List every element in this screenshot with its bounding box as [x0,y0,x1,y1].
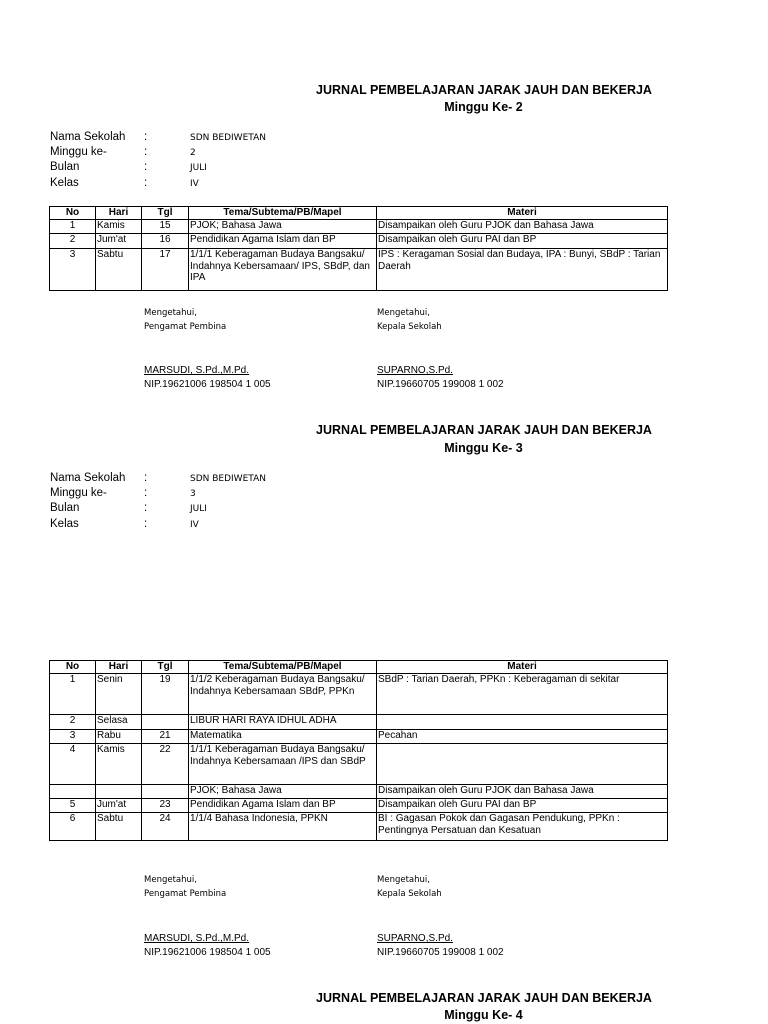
header-hari: Hari [96,661,142,674]
sig-left-line2: Pengamat Pembina [144,322,227,332]
sig-left-block-2 [144,873,226,901]
sig-right-line2: Kepala Sekolah [377,889,442,899]
table-row: 3 Rabu 21 Matematika Pecahan [50,730,668,744]
header-materi: Materi [377,207,668,220]
table-row: 4 Kamis 22 1/1/1 Keberagaman Budaya Bangsaku/ Indahnya Kebersamaan /IPS dan SBdP [50,744,668,785]
table-row: 2 Selasa LIBUR HARI RAYA IDHUL ADHA [50,715,668,730]
sig-right-nip: NIP.19660705 199008 1 002 [377,379,504,390]
table-header-row [50,207,668,220]
sig-left-name: MARSUDI, S.Pd.,M.Pd. [144,933,250,944]
sig-right-name: SUPARNO,S.Pd. [377,365,453,376]
table-row: 6 Sabtu 24 1/1/4 Bahasa Indonesia, PPKN BI : Gagasan Pokok dan Gagasan Pendukung, PPKn : Pentingnya Persatuan dan Kesatuan [50,813,668,841]
section-1-table [49,206,668,291]
sig-left-nip: NIP.19621006 198504 1 005 [144,947,271,958]
section-2-title: JURNAL PEMBELAJARAN JARAK JAUH DAN BEKERJA [316,423,652,437]
sig-right-name-block-2 [377,932,504,960]
header-tema: Tema/Subtema/PB/Mapel [189,661,377,674]
section-3-title: JURNAL PEMBELAJARAN JARAK JAUH DAN BEKERJA [316,991,652,1005]
table-row: 1 Senin 19 1/1/2 Keberagaman Budaya Bangsaku/ Indahnya Kebersamaan SBdP, PPKn SBdP : Tarian Daerah, PPKn : Keberagaman di sekitar [50,674,668,715]
table-row: 1 Kamis 15 PJOK; Bahasa Jawa Disampaikan oleh Guru PJOK dan Bahasa Jawa [50,220,668,234]
header-tgl: Tgl [142,207,189,220]
header-no: No [50,207,96,220]
sig-left-nip: NIP.19621006 198504 1 005 [144,379,271,390]
sig-left-name: MARSUDI, S.Pd.,M.Pd. [144,365,250,376]
header-tgl: Tgl [142,661,189,674]
section-2-subtitle: Minggu Ke- 3 [444,441,523,455]
sig-left-line2: Pengamat Pembina [144,889,227,899]
table-row: PJOK; Bahasa Jawa Disampaikan oleh Guru PJOK dan Bahasa Jawa [50,785,668,799]
sig-right-name-block-1 [377,364,504,392]
sig-right-line1: Mengetahui, [377,308,430,318]
sig-left-name-block-2 [144,932,271,960]
section-1-subtitle: Minggu Ke- 2 [444,100,523,114]
section-1-title: JURNAL PEMBELAJARAN JARAK JAUH DAN BEKERJA [316,83,652,97]
sig-left-name-block-1 [144,364,271,392]
sig-left-block-1 [144,306,226,334]
header-tema: Tema/Subtema/PB/Mapel [189,207,377,220]
section-2-table [49,660,668,841]
sig-left-line1: Mengetahui, [144,875,197,885]
header-no: No [50,661,96,674]
table-row: 5 Jum'at 23 Pendidikan Agama Islam dan BP Disampaikan oleh Guru PAI dan BP [50,799,668,813]
header-materi: Materi [377,661,668,674]
sig-right-name: SUPARNO,S.Pd. [377,933,453,944]
sig-left-line1: Mengetahui, [144,308,197,318]
sig-right-line1: Mengetahui, [377,875,430,885]
sig-right-block-2 [377,873,442,901]
section-3-subtitle: Minggu Ke- 4 [444,1008,523,1022]
sig-right-nip: NIP.19660705 199008 1 002 [377,947,504,958]
table-header-row [50,661,668,674]
table-row: 2 Jum'at 16 Pendidikan Agama Islam dan BP Disampaikan oleh Guru PAI dan BP [50,234,668,249]
sig-right-line2: Kepala Sekolah [377,322,442,332]
table-row: 3 Sabtu 17 1/1/1 Keberagaman Budaya Bangsaku/ Indahnya Kebersamaan/ IPS, SBdP, dan IPA IPS : Keragaman Sosial dan Budaya, IPA : Bunyi, SBdP : Tarian Daerah [50,249,668,291]
sig-right-block-1 [377,306,442,334]
header-hari: Hari [96,207,142,220]
